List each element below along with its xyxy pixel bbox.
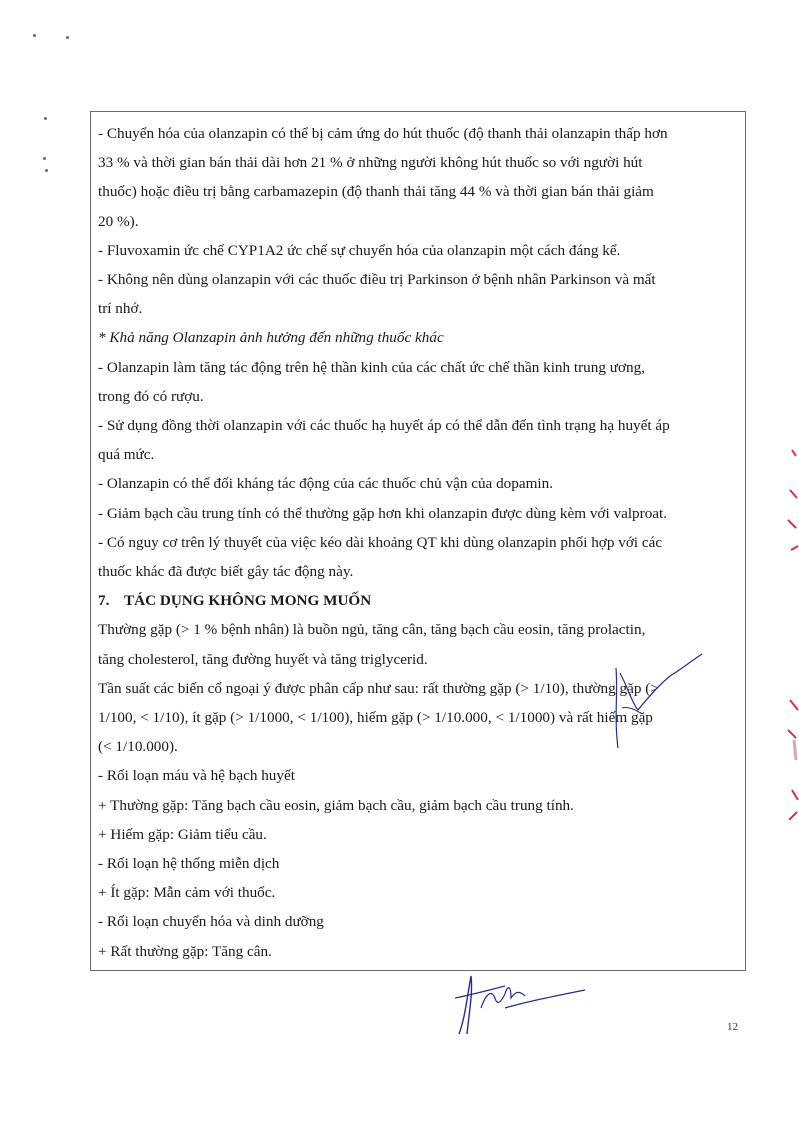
- text-line: trong đó có rượu.: [98, 387, 204, 405]
- text-line: + Hiếm gặp: Giảm tiểu cầu.: [98, 825, 267, 843]
- text-line: - Rối loạn máu và hệ bạch huyết: [98, 767, 295, 785]
- text-line: (< 1/10.000).: [98, 738, 178, 756]
- text-line: - Không nên dùng olanzapin với các thuốc điều trị Parkinson ở bệnh nhân Parkinson và mất: [98, 271, 656, 289]
- subheading: * Khả năng Olanzapin ảnh hưởng đến những thuốc khác: [98, 329, 444, 347]
- scan-speck: [33, 34, 36, 37]
- text-line: - Giảm bạch cầu trung tính có thể thường gặp hơn khi olanzapin được dùng kèm với valproat.: [98, 504, 668, 522]
- scan-speck: [66, 36, 69, 39]
- stamp-edge-fragment: [782, 420, 799, 820]
- text-line: 1/100, < 1/10), ít gặp (> 1/1000, < 1/100), hiếm gặp (> 1/10.000, < 1/1000) và rất hiếm gặp: [98, 709, 653, 727]
- handwritten-initials: [598, 648, 708, 758]
- text-line: + Rất thường gặp: Tăng cân.: [98, 942, 272, 960]
- text-line: + Ít gặp: Mẫn cảm với thuốc.: [98, 884, 276, 902]
- section-heading: [98, 586, 737, 615]
- signature: [445, 968, 595, 1040]
- text-line: 33 % và thời gian bán thải dài hơn 21 % ở những người không hút thuốc so với người hút: [98, 154, 643, 172]
- text-line: - Rối loạn hệ thống miễn dịch: [98, 855, 280, 873]
- text-line: Thường gặp (> 1 % bệnh nhân) là buồn ngủ, tăng cân, tăng bạch cầu eosin, tăng prolactin,: [98, 621, 646, 639]
- text-line: trí nhớ.: [98, 300, 143, 318]
- scan-speck: [43, 157, 46, 160]
- text-line: thuốc khác đã được biết gây tác động này.: [98, 563, 354, 581]
- section-title: TÁC DỤNG KHÔNG MONG MUỐN: [124, 592, 372, 610]
- text-line: - Có nguy cơ trên lý thuyết của việc kéo dài khoảng QT khi dùng olanzapin phối hợp với các: [98, 533, 663, 551]
- text-line: - Sử dụng đồng thời olanzapin với các thuốc hạ huyết áp có thể dẫn đến tình trạng hạ huyết áp: [98, 417, 670, 435]
- text-line: - Olanzapin có thể đối kháng tác động của các thuốc chủ vận của dopamin.: [98, 475, 554, 493]
- document-content-box: [90, 111, 746, 971]
- text-line: Tần suất các biến cố ngoại ý được phân cấp như sau: rất thường gặp (> 1/10), thường gặp (>: [98, 679, 659, 697]
- scan-speck: [44, 117, 47, 120]
- text-line: - Olanzapin làm tăng tác động trên hệ thần kinh của các chất ức chế thần kinh trung ương,: [98, 358, 646, 376]
- text-line: - Fluvoxamin ức chế CYP1A2 ức chế sự chuyển hóa của olanzapin một cách đáng kể.: [98, 241, 621, 259]
- text-line: + Thường gặp: Tăng bạch cầu eosin, giảm bạch cầu, giảm bạch cầu trung tính.: [98, 796, 574, 814]
- text-line: quá mức.: [98, 446, 155, 464]
- text-line: 20 %).: [98, 212, 139, 230]
- text-line: tăng cholesterol, tăng đường huyết và tăng triglycerid.: [98, 650, 428, 668]
- page-number: 12: [727, 1021, 738, 1033]
- section-number: 7.: [98, 592, 110, 610]
- text-line: thuốc) hoặc điều trị bằng carbamazepin (độ thanh thải tăng 44 % và thời gian bán thải giảm: [98, 183, 654, 201]
- scan-speck: [45, 169, 48, 172]
- text-line: - Rối loạn chuyển hóa và dinh dưỡng: [98, 913, 324, 931]
- text-line: - Chuyển hóa của olanzapin có thể bị cảm ứng do hút thuốc (độ thanh thải olanzapin thấp hơn: [98, 125, 668, 142]
